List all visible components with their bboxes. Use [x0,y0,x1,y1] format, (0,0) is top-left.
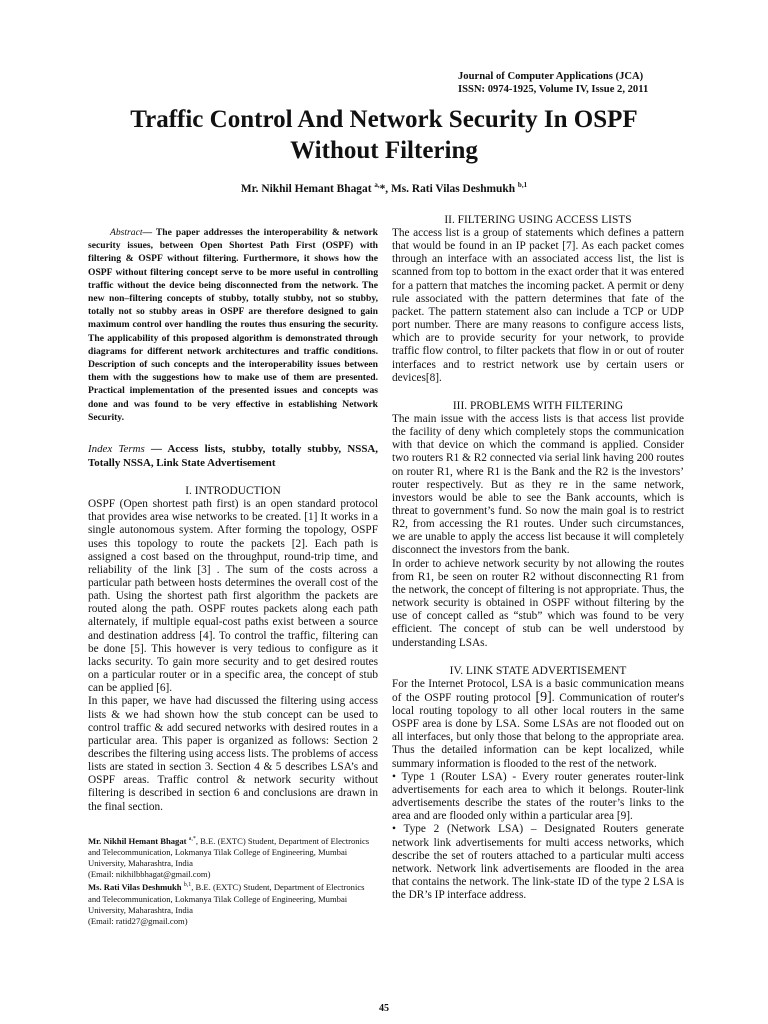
abstract-label: Abstract [110,227,143,238]
title-line-1: Traffic Control And Network Security In OSPF [130,106,638,133]
section-2-heading: II. FILTERING USING ACCESS LISTS [444,214,632,226]
abstract-text: — The paper addresses the interoperability & network security issues, between Open Shortest Path First (OSPF) with filtering & OSPF without filtering. Furthermore, it shows how the OSPF without filtering concept serve to be more useful in controlling traffic without the device being disconnected from the network. The new non–filtering concepts of stubby, totally stubby, not so stubby, totally not so stubby areas in OSPF are therefore designed to gain maximum control over handling the routes thus ensuring the security. The applicability of this proposed algorithm is demonstrated through diagrams for different network architectures and traffic conditions. Description of such concepts and the interoperability issues between them with the suggestions how to make use of them are presented. Practical implementation of the presented issues and concepts was done and was found to be very effective in establishing Network Security. [88,227,378,423]
author-1-affiliation: a, [374,181,380,189]
intro-heading: I. INTRODUCTION [185,485,281,498]
footnote-author-1-text: , B.E. (EXTC) Student, Department of Electronics and Telecommunication, Lokmanya Tilak College of Engineering, Mumbai University, Maharashtra, India [88,835,370,869]
abstract [88,226,378,424]
footnote-author-2-email: (Email: ratid27@gmail.com) [88,915,188,926]
author-1-mark: *, [379,182,391,195]
section-4-paragraph [392,678,684,771]
journal-header [458,70,758,96]
index-terms-label: Index Terms [88,443,145,456]
author-line [60,181,708,195]
index-terms-text: — Access lists, stubby, totally stubby, NSSA, Totally NSSA, Link State Advertisement [88,443,378,470]
section-4-text-b: . Communication of router's local routing topology to all other local routers in the same OSPF area is done by LSA. Some LSAs are not flooded out on all interfaces, but only those that belong to the appropriate area. Thus the detailed information can be kept localized, while summary information is flooded to the rest of the network. [392,691,684,770]
footnote-author-2 [88,880,378,927]
section-4-text-a: For the Internet Protocol, LSA is a basic communication means of the OSPF routing protocol [392,677,684,704]
section-4-reference: [9] [535,689,552,705]
footnote-author-1-sup: a,* [188,835,196,842]
journal-issn: ISSN: 0974-1925, Volume IV, Issue 2, 2011 [458,84,649,95]
footnote-author-1 [88,834,378,881]
title-line-2: Without Filtering [290,137,478,164]
author-footnotes [88,834,378,927]
author-1: Mr. Nikhil Hemant Bhagat [240,182,372,195]
section-3-heading: III. PROBLEMS WITH FILTERING [452,399,624,412]
section-3-paragraph-2: In order to achieve network security by not allowing the routes from R1, be seen on router R2 without disconnecting R1 from the network, the concept of filtering is not appropriate. Thus, the network security is obtained in OSPF without filtering by the use of concept called as “stub” which was found to be very efficient. The concept of stub can be well understood by understanding LSAs. [392,557,684,649]
journal-name: Journal of Computer Applications (JCA) [458,71,644,82]
right-column [392,213,684,902]
section-4-heading: IV. LINK STATE ADVERTISEMENT [449,664,627,677]
intro-paragraph-1: OSPF (Open shortest path first) is an open standard protocol that provides area wise networks to be created. [1] It works in a single autonomous system. After forming the topology, OSPF uses this topology to route the packets [2]. Each path is assigned a cost based on the throughput, round-trip time, and reliability of the link [3] . The sum of the costs across a particular path between hosts determines the overall cost of the path. Using the shortest path first algorithm the packets are routed along the path. OSPF routes packets along each path alternately, if multiple equal-cost paths exist between a source and destination address [4]. To control the traffic, filtering can be done [5]. This however is very tedious to configure as it lacks security. To gain more security and to get desired routes on a particular router or in a specific area, the concept of stub can be applied [6]. [88,498,378,695]
left-column [88,226,378,927]
page-number: 45 [379,1003,389,1014]
intro-paragraph-2: In this paper, we have had discussed the filtering using access lists & we had shown how the stub concept can be used to control traffic & add secured networks with desired routes in a particular area. This paper is organized as follows: Section 2 describes the filtering using access lists. The problems of access lists are stated in section 3. Section 4 & 5 describes LSA’s and OSPF areas. Traffic control & network security without filtering is described in section 6 and conclusions are drawn in the final section. [88,695,378,813]
section-3-paragraph-1: The main issue with the access lists is that access list provide the facility of deny which completely stops the communication with that device on which the command is applied. Consider two routers R1 & R2 connected via serial link having 200 routes on router R1, where R1 is the Bank and the R2 is the investors’ router respectively. But as they re in the same network, investors would be able to see the Bank accounts, which is threat to government’s fund. So now the main goal is to restrict R2, from accessing the R1 routes. Under such circumstances, we are unable to apply the access list because it will completely disconnect the investors from the bank. [392,412,684,557]
lsa-type-1-bullet: • Type 1 (Router LSA) - Every router generates router-link advertisements for each area to which it belongs. Router-link advertisements describe the states of the router’s links to the area and are flooded only within a particular area [9]. [392,770,684,823]
footnote-author-2-sup: b,1 [183,882,192,889]
index-terms [88,442,378,470]
section-2-paragraph: The access list is a group of statements which defines a pattern that would be found in an IP packet [7]. As each packet comes through an interface with an associated access list, the list is scanned from top to bottom in the exact order that it was entered for a pattern that matches the incoming packet. A permit or deny rule associated with the pattern determines that fate of the packet. The pattern statement also can include a TCP or UDP port number. There are many reasons to configure access lists, which are to provide security for your network, to provide traffic flow control, to filter packets that flow in or out of router interfaces and to restrict network use by certain users or devices[8]. [392,227,684,384]
lsa-type-2-bullet: • Type 2 (Network LSA) – Designated Routers generate network link advertisements for multi access networks, which describe the set of routers attached to a particular multi access network. Network link advertisements are flooded in the area that contains the network. The link-state ID of the type 2 LSA is the DR’s IP interface address. [392,823,684,902]
author-2: Ms. Rati Vilas Deshmukh [391,182,516,195]
footnote-author-1-email: (Email: nikhilbbhagat@gmail.com) [88,869,211,880]
author-2-affiliation: b,1 [517,181,528,189]
footnote-author-1-name: Mr. Nikhil Hemant Bhagat [88,835,187,846]
footnote-author-2-text: , B.E. (EXTC) Student, Department of Electronics and Telecommunication, Lokmanya Tilak College of Engineering, Mumbai University, Maharashtra, India [88,882,365,915]
paper-title [60,104,708,166]
footnote-author-2-name: Ms. Rati Vilas Deshmukh [88,882,182,893]
